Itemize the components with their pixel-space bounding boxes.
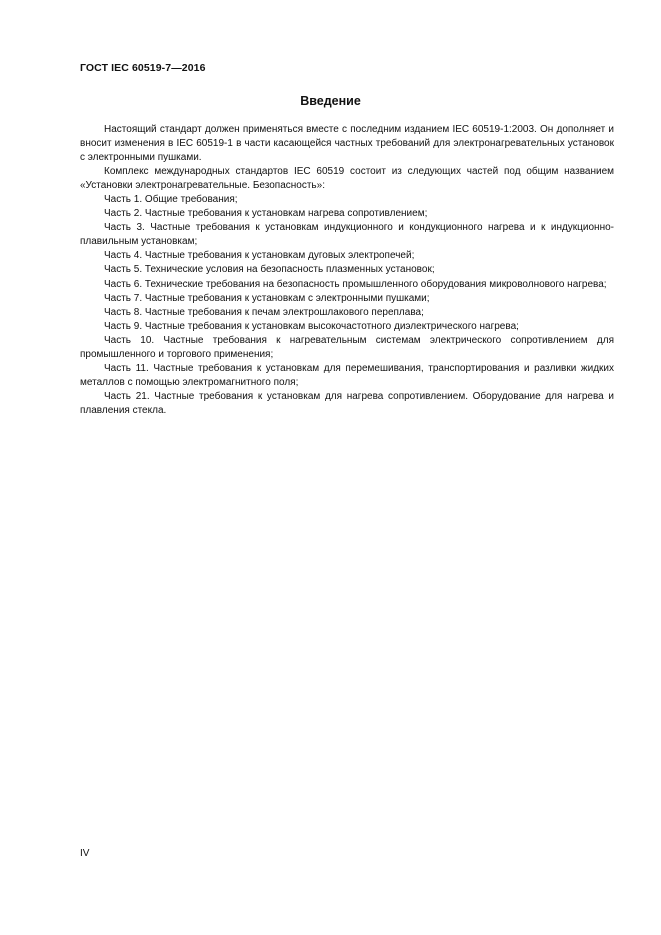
part-list-item: Часть 5. Технические условия на безопасность плазменных установок; — [104, 264, 435, 276]
part-list-item: Часть 3. Частные требования к установкам индукционного и кондукционного нагрева и к индукционно-плавильным установкам; — [80, 222, 614, 248]
section-title: Введение — [300, 94, 361, 108]
part-list-item: Часть 7. Частные требования к установкам с электронными пушками; — [104, 292, 430, 304]
part-list-item: Часть 21. Частные требования к установкам для нагрева сопротивлением. Оборудование для нагрева и плавления стекла. — [80, 390, 614, 416]
part-list-item: Часть 2. Частные требования к установкам нагрева сопротивлением; — [104, 208, 428, 220]
part-list-item: Часть 1. Общие требования; — [104, 194, 238, 206]
series-paragraph: Комплекс международных стандартов IEC 60519 состоит из следующих частей под общим названием «Установки электронагревательные. Безопасность»: — [80, 166, 614, 192]
part-list-item: Часть 4. Частные требования к установкам дуговых электропечей; — [104, 250, 415, 262]
part-list-item: Часть 10. Частные требования к нагревательным системам электрического сопротивлением для промышленного и торгового применения; — [80, 334, 614, 360]
part-list-item: Часть 9. Частные требования к установкам высокочастотного диэлектрического нагрева; — [104, 320, 519, 332]
intro-paragraph: Настоящий стандарт должен применяться вместе с последним изданием IEC 60519-1:2003. Он дополняет и вносит изменения в IEC 60519-1 в части касающейся частных требований для электронагревательных установок с электронными пушками. — [80, 124, 614, 164]
document-header: ГОСТ IEC 60519-7—2016 — [80, 62, 206, 74]
page-number: IV — [80, 848, 90, 859]
part-list-item: Часть 11. Частные требования к установкам для перемешивания, транспортирования и разливки жидких металлов с помощью электромагнитного поля; — [80, 362, 614, 388]
part-list-item: Часть 6. Технические требования на безопасность промышленного оборудования микроволнового нагрева; — [104, 278, 607, 290]
part-list-item: Часть 8. Частные требования к печам электрошлакового переплава; — [104, 306, 424, 318]
document-body — [80, 123, 614, 418]
